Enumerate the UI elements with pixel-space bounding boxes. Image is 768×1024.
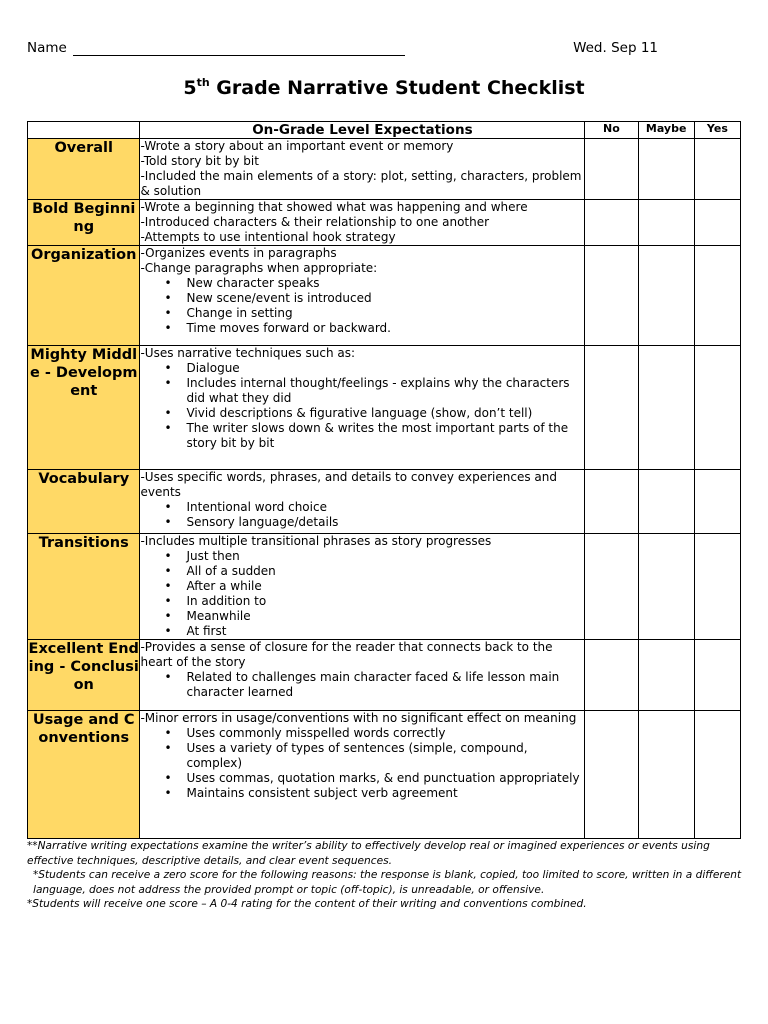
expectation-bullet-list xyxy=(140,726,584,801)
checkbox-cell-yes[interactable] xyxy=(694,640,740,711)
table-row xyxy=(28,139,741,200)
title-text: Grade Narrative Student Checklist xyxy=(216,77,585,99)
expectation-bullet: • Meanwhile xyxy=(186,609,584,624)
expectation-line: -Uses specific words, phrases, and details to convey experiences and events xyxy=(140,470,557,499)
expectation-line: -Provides a sense of closure for the reader that connects back to the heart of the story xyxy=(140,640,553,669)
checkbox-cell-no[interactable] xyxy=(585,470,638,534)
checkbox-cell-no[interactable] xyxy=(585,534,638,640)
expectation-bullet: • New scene/event is introduced xyxy=(186,291,584,306)
table-row xyxy=(28,346,741,470)
expectation-bullet: • Dialogue xyxy=(186,361,584,376)
category-cell: Overall xyxy=(28,139,140,200)
category-cell: Transitions xyxy=(28,534,140,640)
expectation-bullet: • Change in setting xyxy=(186,306,584,321)
expectations-cell xyxy=(140,246,585,346)
expectation-line: -Uses narrative techniques such as: xyxy=(140,346,356,360)
table-row xyxy=(28,640,741,711)
expectation-line: -Wrote a story about an important event or memory xyxy=(140,139,454,153)
expectation-bullet-list xyxy=(140,500,584,530)
checkbox-cell-yes[interactable] xyxy=(694,711,740,839)
checkbox-cell-maybe[interactable] xyxy=(638,200,694,246)
expectations-cell xyxy=(140,534,585,640)
footnote-zero-score: *Students can receive a zero score for the following reasons: the response is blank, copied, too limited to score, written in a different language, does not address the provided prompt or topic (off-topic), is unreadable, or offensive. xyxy=(33,869,742,896)
checklist-rows xyxy=(28,139,741,839)
expectation-line: -Wrote a beginning that showed what was happening and where xyxy=(140,200,528,214)
checkbox-cell-maybe[interactable] xyxy=(638,139,694,200)
table-row xyxy=(28,711,741,839)
checkbox-cell-no[interactable] xyxy=(585,346,638,470)
expectations-cell xyxy=(140,139,585,200)
expectation-bullet: • In addition to xyxy=(186,594,584,609)
expectation-line: -Attempts to use intentional hook strategy xyxy=(140,230,396,244)
title-grade-number: 5 xyxy=(183,77,197,99)
name-blank-line xyxy=(73,55,405,56)
checkbox-cell-yes[interactable] xyxy=(694,346,740,470)
category-cell: Usage and Conventions xyxy=(28,711,140,839)
expectation-bullet: • Uses a variety of types of sentences (simple, compound, complex) xyxy=(186,741,584,771)
expectation-bullet-list xyxy=(140,361,584,451)
checkbox-cell-maybe[interactable] xyxy=(638,346,694,470)
header-yes: Yes xyxy=(694,122,740,139)
header-no: No xyxy=(585,122,638,139)
name-label: Name xyxy=(27,40,67,56)
expectation-bullet: • The writer slows down & writes the most important parts of the story bit by bit xyxy=(186,421,584,451)
expectation-bullet: • Uses commas, quotation marks, & end punctuation appropriately xyxy=(186,771,584,786)
table-row xyxy=(28,534,741,640)
table-row xyxy=(28,246,741,346)
expectations-cell xyxy=(140,470,585,534)
table-row xyxy=(28,200,741,246)
page-title xyxy=(0,76,768,99)
expectation-bullet: • All of a sudden xyxy=(186,564,584,579)
category-cell: Mighty Middle - Development xyxy=(28,346,140,470)
footnotes xyxy=(27,839,745,912)
expectation-line: -Minor errors in usage/conventions with no significant effect on meaning xyxy=(140,711,577,725)
expectation-bullet: • Vivid descriptions & figurative language (show, don’t tell) xyxy=(186,406,584,421)
header-category-cell xyxy=(28,122,140,139)
checkbox-cell-no[interactable] xyxy=(585,640,638,711)
expectation-bullet: • Sensory language/details xyxy=(186,515,584,530)
checkbox-cell-no[interactable] xyxy=(585,246,638,346)
checkbox-cell-yes[interactable] xyxy=(694,534,740,640)
checkbox-cell-yes[interactable] xyxy=(694,139,740,200)
title-superscript: th xyxy=(196,76,210,89)
checkbox-cell-yes[interactable] xyxy=(694,470,740,534)
expectation-bullet: • Time moves forward or backward. xyxy=(186,321,584,336)
checkbox-cell-maybe[interactable] xyxy=(638,711,694,839)
expectation-bullet: • At first xyxy=(186,624,584,639)
checkbox-cell-no[interactable] xyxy=(585,139,638,200)
checkbox-cell-maybe[interactable] xyxy=(638,470,694,534)
checkbox-cell-yes[interactable] xyxy=(694,200,740,246)
checkbox-cell-maybe[interactable] xyxy=(638,640,694,711)
expectation-bullet: • Maintains consistent subject verb agreement xyxy=(186,786,584,801)
expectations-cell xyxy=(140,640,585,711)
expectation-bullet-list xyxy=(140,276,584,336)
expectation-bullet: • Uses commonly misspelled words correctly xyxy=(186,726,584,741)
expectations-cell xyxy=(140,711,585,839)
expectation-line: -Told story bit by bit xyxy=(140,154,259,168)
expectation-line: -Organizes events in paragraphs xyxy=(140,246,337,260)
expectation-bullet: • Includes internal thought/feelings - explains why the characters did what they did xyxy=(186,376,584,406)
header-line xyxy=(27,40,738,60)
expectation-bullet: • Related to challenges main character faced & life lesson main character learned xyxy=(186,670,584,700)
expectation-bullet-list xyxy=(140,549,584,639)
category-cell: Excellent Ending - Conclusion xyxy=(28,640,140,711)
table-row xyxy=(28,470,741,534)
footnote-one-score: *Students will receive one score – A 0-4 rating for the content of their writing and conventions combined. xyxy=(27,898,587,910)
checkbox-cell-maybe[interactable] xyxy=(638,534,694,640)
expectation-bullet: • Just then xyxy=(186,549,584,564)
expectations-cell xyxy=(140,200,585,246)
expectation-bullet: • Intentional word choice xyxy=(186,500,584,515)
category-cell: Organization xyxy=(28,246,140,346)
expectation-line: -Change paragraphs when appropriate: xyxy=(140,261,378,275)
expectation-line: -Includes multiple transitional phrases as story progresses xyxy=(140,534,492,548)
expectation-line: -Included the main elements of a story: plot, setting, characters, problem & solution xyxy=(140,169,582,198)
expectation-bullet-list xyxy=(140,670,584,700)
expectations-cell xyxy=(140,346,585,470)
expectation-bullet: • New character speaks xyxy=(186,276,584,291)
checkbox-cell-no[interactable] xyxy=(585,711,638,839)
expectation-line: -Introduced characters & their relationship to one another xyxy=(140,215,490,229)
date-label: Wed. Sep 11 xyxy=(573,40,658,56)
header-maybe: Maybe xyxy=(638,122,694,139)
checkbox-cell-maybe[interactable] xyxy=(638,246,694,346)
table-header-row xyxy=(28,122,741,139)
category-cell: Vocabulary xyxy=(28,470,140,534)
checkbox-cell-yes[interactable] xyxy=(694,246,740,346)
header-expectations: On-Grade Level Expectations xyxy=(140,122,585,139)
checklist-table xyxy=(27,121,741,839)
expectation-bullet: • After a while xyxy=(186,579,584,594)
checkbox-cell-no[interactable] xyxy=(585,200,638,246)
category-cell: Bold Beginning xyxy=(28,200,140,246)
footnote-narrative: **Narrative writing expectations examine the writer’s ability to effectively develop real or imagined experiences or events using effective techniques, descriptive details, and clear event sequences. xyxy=(27,840,710,867)
